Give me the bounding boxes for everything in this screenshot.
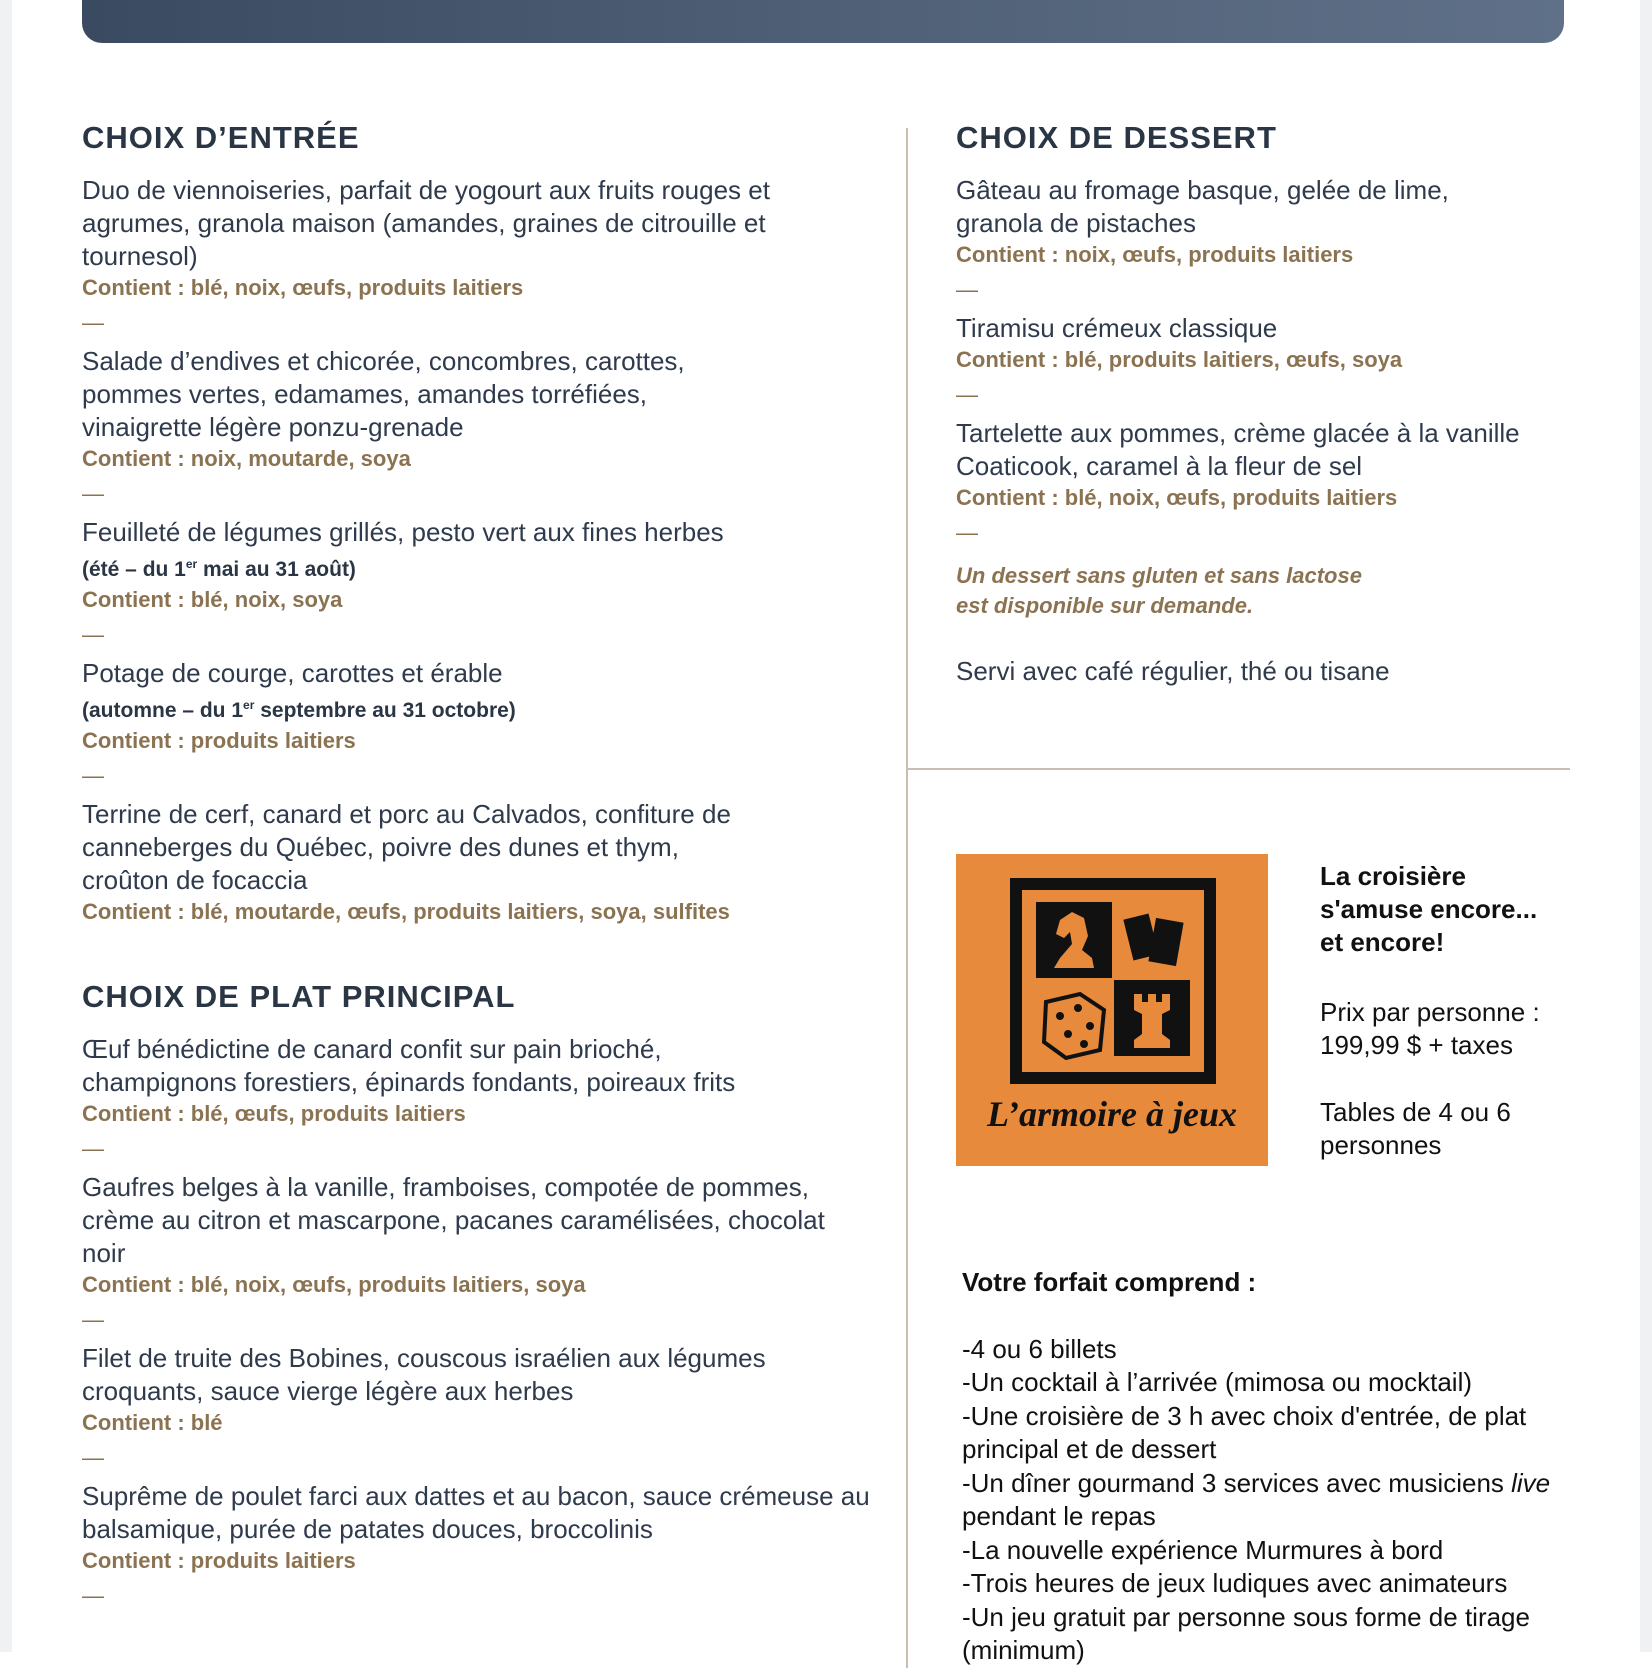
separator: — xyxy=(82,310,104,335)
forfait-item: -La nouvelle expérience Murmures à bord xyxy=(962,1534,1444,1565)
plat-heading: CHOIX DE PLAT PRINCIPAL xyxy=(82,979,516,1014)
item-description: Gaufres belges à la vanille, framboises, compotée de pommes, crème au citron et mascarpone, pacanes caramélisées, chocolat noir xyxy=(82,1172,825,1268)
dessert-heading: CHOIX DE DESSERT xyxy=(956,120,1277,155)
item-allergens: Contient : produits laitiers xyxy=(82,728,356,753)
separator: — xyxy=(82,481,104,506)
separator: — xyxy=(82,1583,104,1608)
item-allergens: Contient : blé, noix, œufs, produits laitiers xyxy=(956,485,1398,510)
item-description: Filet de truite des Bobines, couscous israélien aux légumes croquants, sauce vierge légère aux herbes xyxy=(82,1343,766,1406)
item-description: Duo de viennoiseries, parfait de yogourt aux fruits rouges et agrumes, granola maison (amandes, graines de citrouille et tournesol) xyxy=(82,175,770,271)
separator: — xyxy=(82,763,104,788)
separator: — xyxy=(82,1136,104,1161)
item-description: Suprême de poulet farci aux dattes et au bacon, sauce crémeuse au balsamique, purée de patates douces, broccolinis xyxy=(82,1481,870,1544)
dessert-note: Un dessert sans gluten et sans lactose est disponible sur demande. xyxy=(956,563,1362,618)
separator: — xyxy=(82,1307,104,1332)
menu-item xyxy=(956,417,1576,549)
item-allergens: Contient : blé, moutarde, œufs, produits laitiers, soya, sulfites xyxy=(82,899,730,924)
forfait-item: -Trois heures de jeux ludiques avec animateurs xyxy=(962,1568,1508,1598)
item-allergens: Contient : blé, noix, œufs, produits laitiers, soya xyxy=(82,1272,586,1297)
entree-heading: CHOIX D’ENTRÉE xyxy=(82,120,360,155)
menu-item xyxy=(82,1171,872,1336)
separator: — xyxy=(82,622,104,647)
forfait-item: -Un jeu gratuit par personne sous forme de tirage (minimum) xyxy=(962,1601,1530,1665)
item-description: Potage de courge, carottes et érable xyxy=(82,658,503,688)
item-description: Terrine de cerf, canard et porc au Calvados, confiture de canneberges du Québec, poivre des dunes et thym, croûton de focaccia xyxy=(82,799,731,895)
separator: — xyxy=(956,382,978,407)
separator: — xyxy=(956,277,978,302)
item-season: (automne – du 1er septembre au 31 octobre) xyxy=(82,698,516,722)
promo-tables: Tables de 4 ou 6 personnes xyxy=(1320,1097,1511,1160)
item-allergens: Contient : blé, œufs, produits laitiers xyxy=(82,1101,466,1126)
promo-title: La croisière s'amuse encore... et encore! xyxy=(1320,861,1538,957)
forfait-title: Votre forfait comprend : xyxy=(962,1267,1257,1297)
item-description: Tiramisu crémeux classique xyxy=(956,313,1278,343)
item-allergens: Contient : blé, noix, œufs, produits laitiers xyxy=(82,275,524,300)
armoire-a-jeux-logo xyxy=(956,854,1268,1166)
item-allergens: Contient : noix, moutarde, soya xyxy=(82,446,411,471)
item-description: Feuilleté de légumes grillés, pesto vert aux fines herbes xyxy=(82,517,724,547)
menu-item xyxy=(82,174,872,339)
menu-item xyxy=(82,1480,872,1612)
item-description: Œuf bénédictine de canard confit sur pain brioché, champignons forestiers, épinards fondants, poireaux frits xyxy=(82,1034,736,1097)
logo-text: L’armoire à jeux xyxy=(987,1094,1237,1134)
forfait-item: -Un dîner gourmand 3 services avec musiciens live pendant le repas xyxy=(962,1467,1551,1531)
menu-item xyxy=(956,174,1576,306)
forfait-item: -Un cocktail à l’arrivée (mimosa ou mocktail) xyxy=(962,1367,1473,1397)
page-edge xyxy=(1640,0,1652,1652)
menu-item xyxy=(82,1033,872,1165)
column-divider xyxy=(906,128,908,1668)
menu-item xyxy=(82,657,872,792)
item-allergens: Contient : blé, produits laitiers, œufs, soya xyxy=(956,347,1403,372)
item-allergens: Contient : blé xyxy=(82,1410,223,1435)
header-banner xyxy=(82,0,1564,43)
menu-item xyxy=(82,798,872,927)
page-edge xyxy=(0,0,12,1652)
item-allergens: Contient : produits laitiers xyxy=(82,1548,356,1573)
dice-icon xyxy=(1044,994,1104,1058)
section-divider xyxy=(907,768,1570,770)
item-allergens: Contient : blé, noix, soya xyxy=(82,587,343,612)
menu-item xyxy=(82,1342,872,1474)
forfait-item: -4 ou 6 billets xyxy=(962,1333,1117,1364)
item-season: (été – du 1er mai au 31 août) xyxy=(82,557,356,581)
item-description: Gâteau au fromage basque, gelée de lime, granola de pistaches xyxy=(956,175,1449,238)
item-description: Salade d’endives et chicorée, concombres, carottes, pommes vertes, edamames, amandes torréfiées, vinaigrette légère ponzu-grenade xyxy=(82,346,685,442)
separator: — xyxy=(82,1445,104,1470)
promo-price: Prix par personne : 199,99 $ + taxes xyxy=(1320,997,1540,1060)
served-with: Servi avec café régulier, thé ou tisane xyxy=(956,656,1390,686)
right-column xyxy=(956,120,1576,688)
menu-item xyxy=(82,345,872,510)
menu-item xyxy=(956,312,1576,411)
separator: — xyxy=(956,520,978,545)
forfait-list xyxy=(962,1266,1602,1668)
item-description: Tartelette aux pommes, crème glacée à la vanille Coaticook, caramel à la fleur de sel xyxy=(956,418,1520,481)
item-allergens: Contient : noix, œufs, produits laitiers xyxy=(956,242,1354,267)
forfait-item: -Une croisière de 3 h avec choix d'entrée, de plat principal et de dessert xyxy=(962,1400,1527,1464)
left-column xyxy=(82,120,872,1618)
menu-item xyxy=(82,516,872,651)
